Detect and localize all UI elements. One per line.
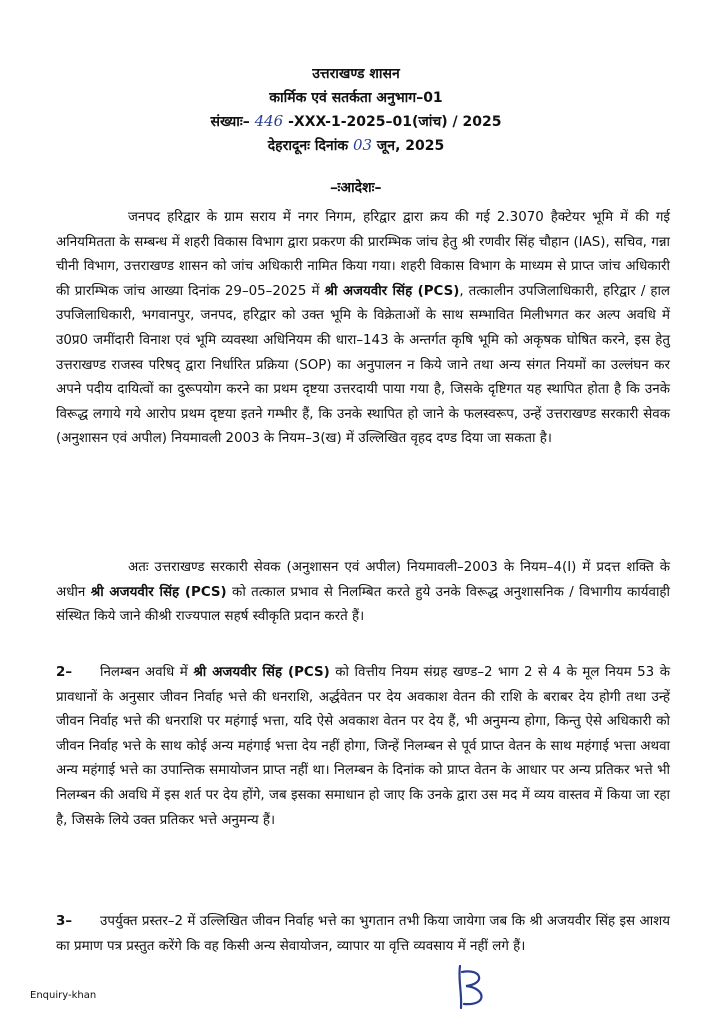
paragraph-3-text-a: निलम्बन अवधि में — [100, 665, 188, 680]
department-heading: कार्मिक एवं सतर्कता अनुभाग–01 — [269, 90, 443, 106]
paragraph-1 — [56, 206, 670, 452]
govt-heading: उत्तराखण्ड शासन — [312, 66, 400, 82]
paragraph-1-text-a: जनपद हरिद्वार के ग्राम सराय में नगर निगम, हरिद्वार द्वारा क्रय की गई 2.3070 हैक्टेयर भूमि में की गई अनियमितता के सम्बन्ध में शहरी विकास विभाग द्वारा प्रकरण की प्रारम्भिक जांच हेतु श्री रणवीर सिंह चौहान (IAS), सचिव, गन्ना चीनी विभाग, उत्तराखण्ड शासन को जांच अधिकारी नामित किया गया। शहरी विकास विभाग के माध्यम से प्राप्त जांच अधिकारी की प्रारम्भिक जांच आख्या दिनांक 29–05–2025 में — [56, 210, 670, 299]
paragraph-2-text-b: को तत्काल प्रभाव से निलम्बित करते हुये उनके विरूद्ध अनुशासनिक / विभागीय कार्यवाही संस्थित किये जाने कीश्री राज्यपाल सहर्ष स्वीकृति प्रदान करते हैं। — [56, 584, 670, 625]
paragraph-2-officer-name: श्री अजयवीर सिंह (PCS) — [90, 584, 227, 600]
paragraph-2 — [56, 556, 670, 630]
order-title: –ःआदेशः– — [330, 180, 382, 196]
footer-note: Enquiry-khan — [30, 990, 97, 1001]
signature-mark — [452, 962, 492, 1012]
date-line — [0, 136, 712, 155]
paragraph-3-number: 2– — [56, 665, 73, 680]
paragraph-1-officer-name: श्री अजयवीर सिंह (PCS) — [324, 283, 460, 299]
order-number-prefix: संख्याः– — [210, 114, 250, 130]
order-number-handwritten: 446 — [254, 112, 284, 130]
paragraph-1-text-b: , तत्कालीन उपजिलाधिकारी, हरिद्वार / हाल उपजिलाधिकारी, भगवानपुर, जनपद, हरिद्वार को उक्त भूमि के विक्रेताओं के साथ सम्भावित मिलीभगत कर अल्प अवधि में उ0प्र0 जमींदारी विनाश एवं भूमि व्यवस्था अधिनियम की धारा–143 के अन्तर्गत कृषि भूमि को अकृषक घोषित करने, इस हेतु उत्तराखण्ड राजस्व परिषद् द्वारा निर्धारित प्रक्रिया (SOP) का अनुपालन न किये जाने तथा अन्य संगत नियमों का उल्लंघन कर अपने पदीय दायित्वों का दुरूपयोग करने का प्रथम दृष्टया उत्तरदायी पाया गया है, जिसके दृष्टिगत यह स्थापित होता है कि उनके विरूद्ध लगाये गये आरोप प्रथम दृष्टया इतने गम्भीर हैं, कि उनके स्थापित हो जाने के फलस्वरूप, उन्हें उत्तराखण्ड सरकारी सेवक (अनुशासन एवं अपील) नियमावली 2003 के नियम–3(ख) में उल्लिखित वृहद दण्ड दिया जा सकता है। — [56, 283, 670, 447]
paragraph-4-text: उपर्युक्त प्रस्तर–2 में उल्लिखित जीवन निर्वाह भत्ते का भुगतान तभी किया जायेगा जब कि श्री अजयवीर सिंह इस आशय का प्रमाण पत्र प्रस्तुत करेंगे कि वह किसी अन्य सेवायोजन, व्यापार या वृत्ति व्यवसाय में नहीं लगे हैं। — [56, 914, 670, 954]
date-suffix: जून, 2025 — [376, 138, 445, 154]
order-number-line — [0, 112, 712, 131]
paragraph-3 — [56, 661, 670, 833]
paragraph-2-text-a: अतः उत्तराखण्ड सरकारी सेवक (अनुशासन एवं अपील) नियमावली–2003 के नियम–4(I) में प्रदत्त शक्ति के अधीन — [56, 560, 670, 600]
order-number-suffix: -XXX-1-2025–01(जांच) / 2025 — [288, 114, 502, 130]
paragraph-3-text-b: को वित्तीय नियम संग्रह खण्ड–2 भाग 2 से 4 के मूल नियम 53 के प्रावधानों के अनुसार जीवन निर्वाह भत्ते की धनराशि, अर्द्धवेतन पर देय अवकाश वेतन की राशि के बराबर देय होगी तथा उन्हें जीवन निर्वाह भत्ते की धनराशि पर महंगाई भत्ता, यदि ऐसे अवकाश वेतन पर देय हैं, भी अनुमन्य होगा, किन्तु ऐसे अधिकारी को जीवन निर्वाह भत्ते के साथ कोई अन्य महंगाई भत्ता देय नहीं होगा, जिन्हें निलम्बन से पूर्व प्राप्त वेतन के साथ महंगाई भत्ता अथवा अन्य महंगाई भत्ते का उपान्तिक समायोजन प्राप्त नहीं था। निलम्बन के दिनांक को प्राप्त वेतन के आधार पर अन्य प्रतिकर भत्ते भी निलम्बन की अवधि में इस शर्त पर देय होंगे, जब इसका समाधान हो जाए कि उनके द्वारा उस मद में व्यय वास्तव में किया जा रहा है, जिसके लिये उक्त प्रतिकर भत्ते अनुमन्य हैं। — [56, 665, 670, 828]
date-prefix: देहरादूनः दिनांक — [267, 138, 349, 154]
paragraph-4-number: 3– — [56, 914, 73, 929]
paragraph-4 — [56, 910, 670, 959]
paragraph-3-officer-name: श्री अजयवीर सिंह (PCS) — [193, 665, 330, 680]
date-handwritten: 03 — [352, 136, 373, 154]
